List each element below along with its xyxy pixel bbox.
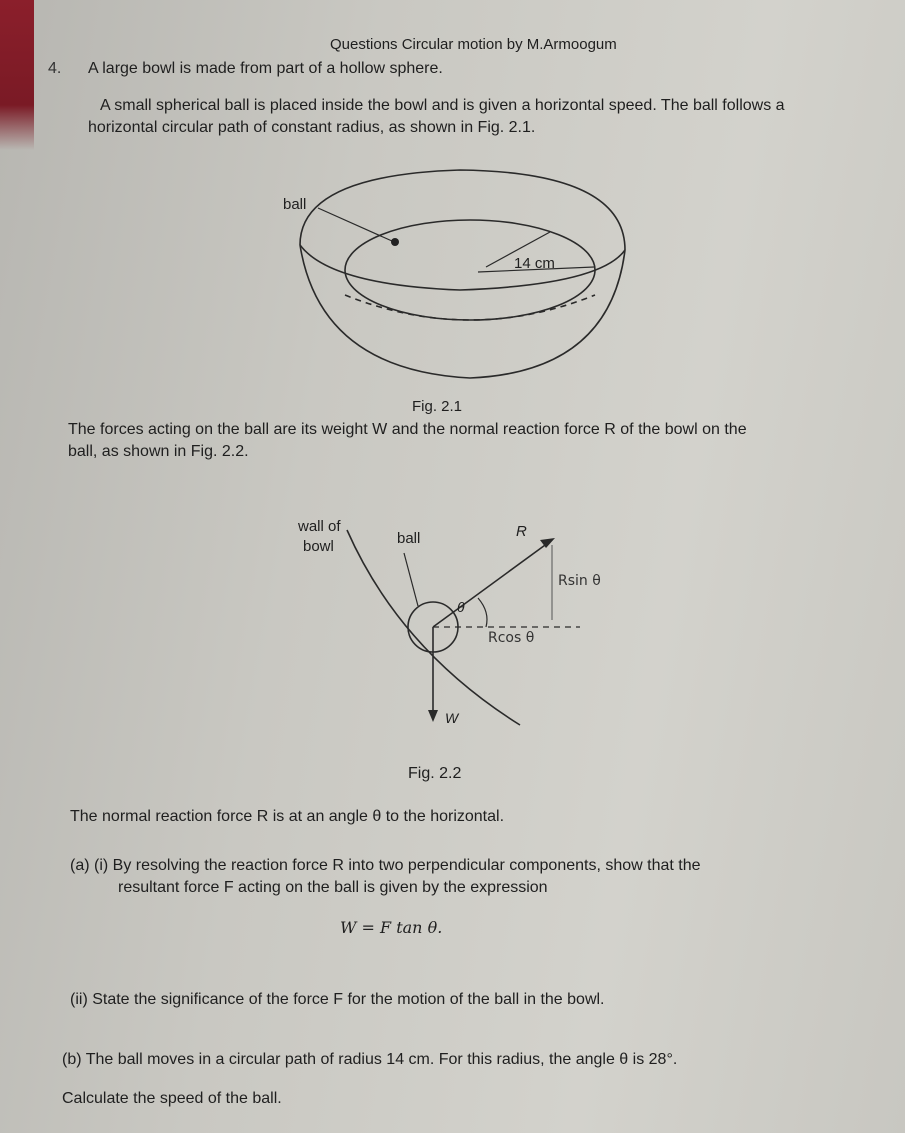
description-line-1: A small spherical ball is placed inside the bowl and is given a horizontal speed. The ball follows a	[100, 97, 785, 114]
intro-text: A large bowl is made from part of a hollow sphere.	[88, 60, 443, 77]
fig1-radius-label: 14 cm	[514, 255, 555, 272]
r-label: R	[516, 523, 527, 540]
theta-label: θ	[457, 599, 465, 615]
angle-statement: The normal reaction force R is at an angle θ to the horizontal.	[70, 808, 505, 825]
wall-label-1: wall of	[298, 518, 341, 535]
question-number: 4.	[48, 60, 62, 77]
fig-2-1-bowl	[300, 170, 625, 378]
theta-arc	[478, 598, 487, 627]
forces-line-2: ball, as shown in Fig. 2.2.	[68, 443, 249, 460]
fig-2-2-forces	[347, 530, 580, 725]
ball-pointer	[404, 553, 418, 606]
page-header: Questions Circular motion by M.Armoogum	[330, 36, 617, 53]
fig1-ball-label: ball	[283, 196, 307, 213]
equation: W = F tan θ.	[340, 918, 443, 937]
ball-pointer-line	[318, 208, 392, 241]
fig2-ball-label: ball	[397, 530, 421, 547]
fig-2-2-caption: Fig. 2.2	[408, 765, 462, 782]
reaction-force-line	[433, 540, 552, 627]
part-a-i-line-2: resultant force F acting on the ball is given by the expression	[118, 879, 548, 896]
bowl-body	[300, 245, 625, 378]
forces-line-1: The forces acting on the ball are its weight W and the normal reaction force R of the bowl on the	[68, 421, 747, 438]
part-a-i-line-1: (a) (i) By resolving the reaction force R into two perpendicular components, show that the	[70, 857, 701, 874]
part-b-line-1: (b) The ball moves in a circular path of radius 14 cm. For this radius, the angle θ is 28°.	[62, 1051, 678, 1068]
ball-path-ellipse	[345, 220, 595, 320]
handwritten-rcos: Rcos θ	[488, 630, 535, 646]
ball	[391, 238, 399, 246]
w-label: W	[445, 710, 459, 726]
bowl-rim-back	[300, 170, 625, 250]
part-a-ii: (ii) State the significance of the force F for the motion of the ball in the bowl.	[70, 991, 605, 1008]
weight-arrowhead	[428, 710, 438, 722]
wall-label-2: bowl	[303, 538, 334, 555]
part-b-line-2: Calculate the speed of the ball.	[62, 1090, 282, 1107]
ball-path-dashed	[345, 295, 595, 320]
description-line-2: horizontal circular path of constant radius, as shown in Fig. 2.1.	[88, 119, 536, 136]
handwritten-rsin: Rsin θ	[558, 573, 601, 589]
fig-2-1-caption: Fig. 2.1	[412, 398, 463, 415]
